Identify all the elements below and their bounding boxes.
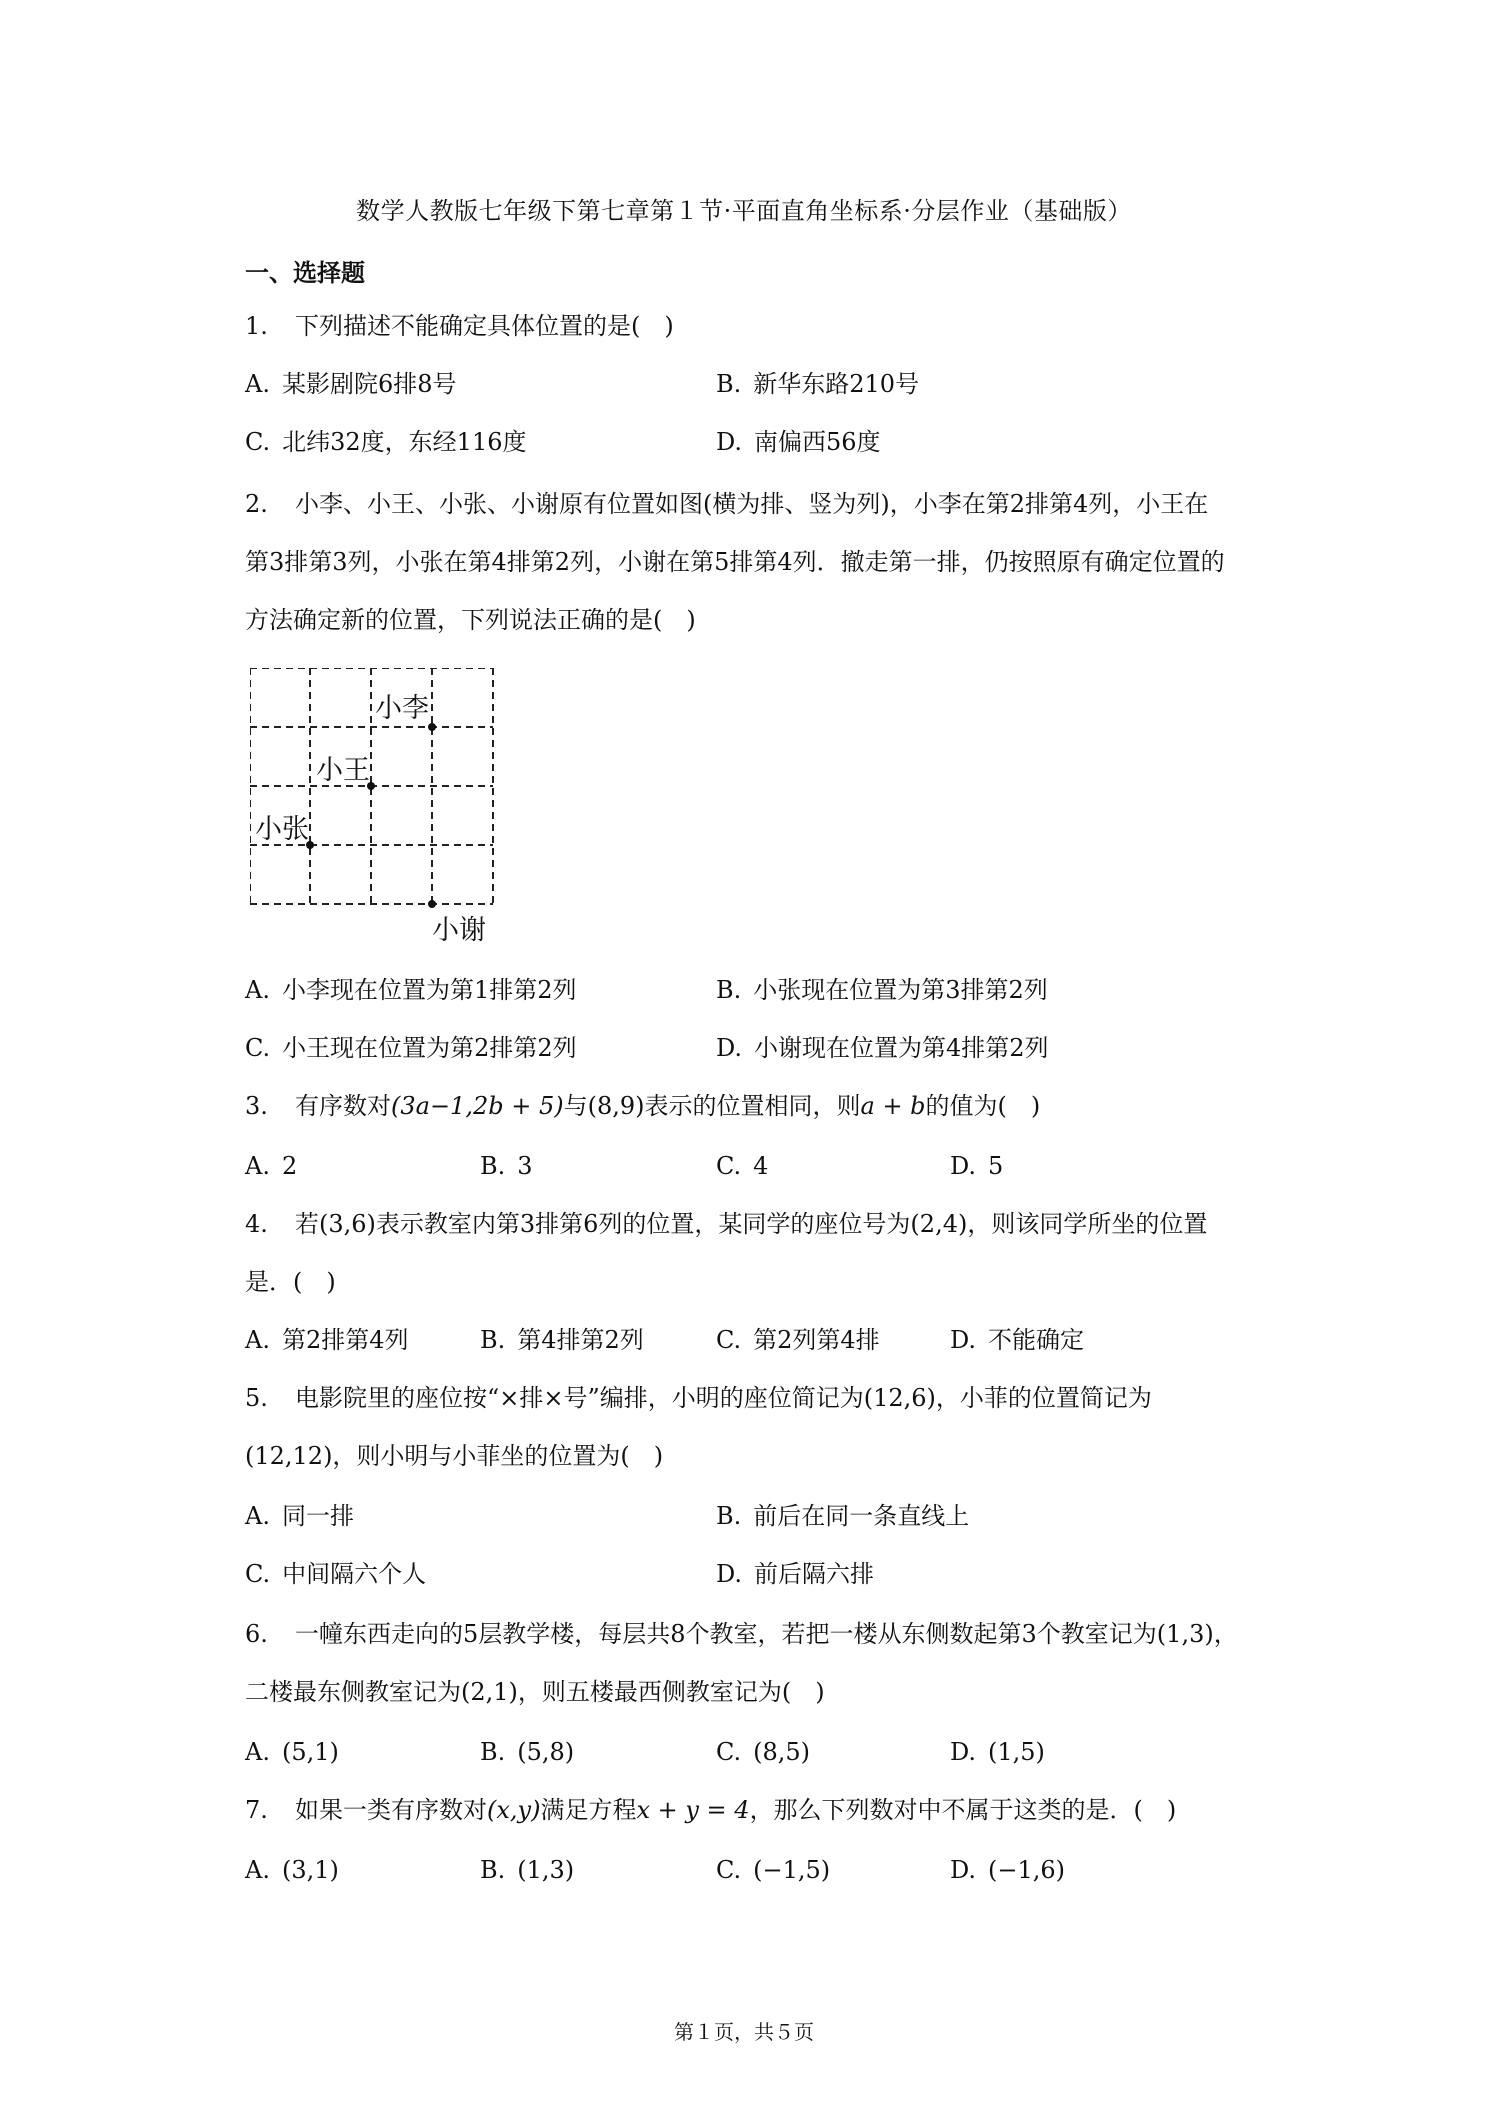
option-b[interactable]: B. 新华东路210号	[716, 370, 920, 398]
option-d[interactable]: D. 前后隔六排	[716, 1560, 875, 1588]
option-c[interactable]: C. 小王现在位置为第2排第2列	[245, 1034, 577, 1062]
question-4-stem-line-1: 4. 若(3,6)表示教室内第3排第6列的位置，某同学的座位号为(2,4)，则该同学所坐的位置	[245, 1210, 1208, 1238]
question-4-stem-line-2: 是．( )	[245, 1268, 336, 1296]
option-c[interactable]: C. 中间隔六个人	[245, 1560, 427, 1588]
section-heading: 一、选择题	[245, 258, 365, 287]
question-number: 5.	[245, 1384, 268, 1412]
math-expression: x + y = 4	[636, 1796, 750, 1824]
question-6-stem-line-2: 二楼最东侧教室记为(2,1)，则五楼最西侧教室记为( )	[245, 1678, 825, 1706]
option-c[interactable]: C. (8,5)	[716, 1738, 811, 1766]
question-2-stem-line-3: 方法确定新的位置，下列说法正确的是( )	[245, 606, 696, 634]
question-number: 3.	[245, 1092, 268, 1120]
option-a[interactable]: A. 某影剧院6排8号	[245, 370, 457, 398]
option-b[interactable]: B. (5,8)	[480, 1738, 575, 1766]
option-c[interactable]: C. 4	[716, 1152, 769, 1180]
label-xiaowang: 小王	[316, 755, 370, 786]
option-a[interactable]: A. 同一排	[245, 1502, 354, 1530]
option-b[interactable]: B. 第4排第2列	[480, 1326, 644, 1354]
option-d[interactable]: D. 5	[950, 1152, 1004, 1180]
question-number: 4.	[245, 1210, 268, 1238]
page-footer: 第１页，共５页	[674, 2020, 814, 2044]
question-2-stem-line-1: 2. 小李、小王、小张、小谢原有位置如图(横为排、竖为列)，小李在第2排第4列，小王在	[245, 490, 1209, 518]
option-b[interactable]: B. (1,3)	[480, 1856, 575, 1884]
option-a[interactable]: A. 第2排第4列	[245, 1326, 409, 1354]
seating-grid-figure	[250, 668, 500, 946]
option-b[interactable]: B. 前后在同一条直线上	[716, 1502, 970, 1530]
point-xiaoli	[428, 723, 436, 731]
question-1-stem: 1. 下列描述不能确定具体位置的是( )	[245, 312, 674, 340]
page-title: 数学人教版七年级下第七章第１节·平面直角坐标系·分层作业（基础版）	[356, 197, 1132, 225]
question-number: 1.	[245, 312, 268, 340]
math-expression: a + b	[860, 1092, 926, 1120]
label-xiaoli: 小李	[375, 693, 429, 724]
question-5-stem-line-1: 5. 电影院里的座位按“×排×号”编排，小明的座位简记为(12,6)，小菲的位置简记为	[245, 1384, 1152, 1412]
option-a[interactable]: A. (5,1)	[245, 1738, 339, 1766]
option-c[interactable]: C. (−1,5)	[716, 1856, 831, 1884]
math-expression: (x,y)	[487, 1796, 541, 1824]
option-d[interactable]: D. (1,5)	[950, 1738, 1045, 1766]
question-6-stem-line-1: 6. 一幢东西走向的5层教学楼，每层共8个教室，若把一楼从东侧数起第3个教室记为(1,3)，	[245, 1620, 1238, 1648]
option-d[interactable]: D. 南偏西56度	[716, 428, 881, 456]
question-number: 6.	[245, 1620, 268, 1648]
question-5-stem-line-2: (12,12)，则小明与小菲坐的位置为( )	[245, 1442, 664, 1470]
option-a[interactable]: A. 2	[245, 1152, 298, 1180]
option-b[interactable]: B. 小张现在位置为第3排第2列	[716, 976, 1048, 1004]
option-d[interactable]: D. (−1,6)	[950, 1856, 1066, 1884]
option-d[interactable]: D. 不能确定	[950, 1326, 1085, 1354]
option-a[interactable]: A. 小李现在位置为第1排第2列	[245, 976, 577, 1004]
question-number: 7.	[245, 1796, 268, 1824]
option-d[interactable]: D. 小谢现在位置为第4排第2列	[716, 1034, 1049, 1062]
question-number: 2.	[245, 490, 268, 518]
question-2-stem-line-2: 第3排第3列，小张在第4排第2列，小谢在第5排第4列．撤走第一排，仍按照原有确定位置的	[245, 548, 1225, 576]
option-c[interactable]: C. 第2列第4排	[716, 1326, 880, 1354]
label-xiaozhang: 小张	[255, 814, 309, 845]
option-c[interactable]: C. 北纬32度，东经116度	[245, 428, 527, 456]
math-expression: (3a−1,2b + 5)	[391, 1092, 564, 1120]
point-xiaoxie	[428, 900, 436, 908]
question-7-stem: 7. 如果一类有序数对(x,y)满足方程x + y = 4，那么下列数对中不属于这类的是．( )	[245, 1796, 1177, 1824]
option-b[interactable]: B. 3	[480, 1152, 533, 1180]
label-xiaoxie: 小谢	[432, 915, 486, 946]
question-3-stem: 3. 有序数对(3a−1,2b + 5)与(8,9)表示的位置相同，则a + b的值为( )	[245, 1092, 1041, 1120]
option-a[interactable]: A. (3,1)	[245, 1856, 339, 1884]
